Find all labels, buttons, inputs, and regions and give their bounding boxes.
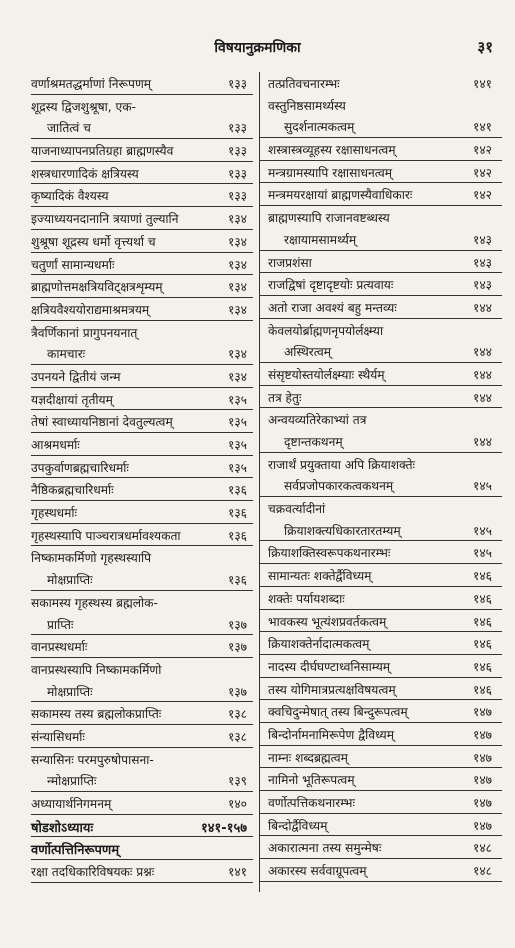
toc-entry-text: भावकस्य भूत्यंशप्रवर्तकत्वम्: [268, 614, 387, 629]
toc-entry-text: उपनयने द्वितीयं जन्म: [31, 369, 121, 384]
toc-entry-page: १३४: [227, 369, 247, 384]
toc-entry-text: उपकुर्वाणब्रह्मचारिधर्माः: [31, 460, 129, 475]
toc-entry: [260, 700, 502, 723]
toc-entry-text: मन्त्रग्रामस्यापि रक्षासाधनत्वम्: [268, 165, 393, 180]
toc-entry: [260, 791, 502, 814]
toc-entry-page: १३५: [227, 460, 247, 475]
toc-entry-text: तत्र हेतुः: [268, 390, 302, 405]
toc-entry: [260, 340, 502, 363]
toc-entry: [260, 655, 502, 678]
toc-entry-page: १३८: [227, 729, 247, 744]
toc-entry-text: अतो राजा अवश्यं बहु मन्तव्यः: [268, 300, 397, 315]
left-column: [31, 72, 253, 883]
toc-entry-text: वानप्रस्थधर्माः: [31, 640, 88, 655]
toc-entry-text: सन्यासिनः परमपुरुषोपासना-: [31, 752, 154, 767]
toc-entry-page: १३४: [227, 257, 247, 272]
toc-entry-text: गृहस्थस्यापि पाञ्चरात्रधर्मावश्यकता: [31, 528, 181, 543]
toc-entry-text: जातित्वं च: [47, 121, 91, 136]
toc-entry-text: अकारस्य सर्ववाग्रूपत्वम्: [268, 864, 367, 879]
toc-entry: [260, 632, 502, 655]
toc-entry-text: क्रियाशक्तिस्वरूपकथनारम्भः: [268, 546, 391, 561]
toc-entry: [260, 723, 502, 746]
toc-entry: [260, 541, 502, 564]
toc-entry-page: १३३: [227, 121, 247, 136]
toc-entry: [260, 587, 502, 610]
toc-entry-page: १३६: [227, 528, 247, 543]
toc-entry-text: क्वचिदुन्मेषात् तस्य बिन्दुरूपत्वम्: [268, 705, 408, 720]
toc-entry-page: १४२: [472, 188, 492, 203]
toc-entry-text: त्रैवर्णिकानां प्रागुपनयनात्: [31, 325, 138, 340]
toc-entry: [260, 183, 502, 206]
toc-entry: [260, 72, 502, 94]
toc-entry: [31, 456, 253, 479]
toc-entry-page: १३४: [227, 234, 247, 249]
toc-entry: [260, 474, 502, 497]
toc-entry: [31, 388, 253, 411]
toc-entry-text: अस्थिरत्वम्: [284, 345, 332, 360]
toc-entry: [31, 748, 253, 770]
toc-entry-page: १४७: [472, 796, 492, 810]
toc-entry-page: १४८: [472, 864, 492, 879]
toc-entry-page: १४७: [472, 750, 492, 765]
toc-entry: [260, 386, 502, 409]
toc-entry: [31, 139, 253, 162]
toc-entry: [31, 207, 253, 230]
toc-entry-page: १४२: [472, 165, 492, 180]
toc-entry: [260, 228, 502, 251]
toc-entry-page: १३५: [227, 392, 247, 407]
toc-entry: [260, 273, 502, 296]
toc-entry-text: मन्त्रमयरक्षायां ब्राह्मणस्यैवाधिकारः: [268, 188, 413, 203]
toc-entry-text: निष्कामकर्मिणो गृहस्थस्यापि: [31, 551, 152, 566]
toc-entry-text: शस्त्रास्त्रव्यूहस्य रक्षासाधनत्वम्: [268, 143, 396, 158]
toc-entry-text: तत्प्रतिवचनारम्भः: [268, 77, 340, 91]
toc-entry-page: १४१: [227, 865, 247, 880]
toc-entry: [260, 836, 502, 859]
toc-entry-text: शुश्रूषा शूद्रस्य धर्मो वृत्त्यर्था च: [31, 234, 156, 249]
toc-entry-text: नैष्ठिकब्रह्मचारिधर्माः: [31, 483, 114, 498]
toc-entry: [31, 635, 253, 658]
toc-entry-page: १३५: [227, 415, 247, 430]
toc-entry: [31, 792, 253, 815]
toc-entry: [31, 365, 253, 388]
toc-entry-text: वर्णोत्पत्तिकथनारम्भः: [268, 796, 355, 810]
toc-entry-page: १४२: [472, 143, 492, 158]
toc-entry-text: रक्षा तदधिकारिविषयकः प्रश्नः: [31, 865, 155, 880]
toc-entry: [31, 702, 253, 725]
toc-entry-text: सकामस्य तस्य ब्रह्मलोकप्राप्तिः: [31, 707, 162, 722]
toc-entry: [31, 478, 253, 501]
toc-entry-text: सकामस्य गृहस्थस्य ब्रह्मलोक-: [31, 595, 158, 610]
toc-entry: [260, 161, 502, 184]
toc-entry-text: सर्वप्रजोपकारकत्वकथनम्: [284, 479, 394, 494]
right-column: [259, 72, 502, 892]
toc-entry-page: १३३: [227, 166, 247, 181]
toc-entry: [260, 519, 502, 542]
toc-entry: [31, 95, 253, 117]
toc-entry: [260, 94, 502, 116]
toc-entry-text: प्राप्तिः: [47, 617, 74, 632]
toc-entry-text: बिन्दोर्नामनामिरूपेण द्वैविध्यम्: [268, 727, 395, 742]
toc-entry-page: १३४: [227, 302, 247, 317]
toc-entry-page: १३४: [227, 212, 247, 227]
toc-entry-page: १३५: [227, 438, 247, 452]
toc-entry-text: षोडशोऽध्यायः: [31, 820, 94, 836]
toc-entry-text: केवलयोर्ब्राह्मणनृपयोर्लक्ष्म्या: [268, 323, 384, 338]
toc-entry-text: राजद्विषां दृष्टादृष्टयोः प्रत्यवायः: [268, 278, 394, 293]
toc-entry: [31, 116, 253, 139]
toc-entry: [260, 408, 502, 430]
toc-entry-text: मोक्षप्राप्तिः: [47, 684, 93, 699]
toc-entry-text: वस्तुनिष्ठसामर्थ्यस्य: [268, 98, 346, 113]
toc-entry-page: १४५: [472, 546, 492, 561]
toc-entry-page: १४४: [472, 300, 492, 315]
toc-entry-text: नाम्नः शब्दब्रह्मत्वम्: [268, 750, 348, 765]
toc-entry: [31, 321, 253, 343]
toc-entry-text: नामिनो भूतिरूपत्वम्: [268, 773, 355, 788]
toc-entry: [31, 769, 253, 792]
toc-entry-text: शक्तेः पर्यायशब्दाः: [268, 591, 345, 606]
toc-entry-page: १३४: [227, 280, 247, 295]
toc-entry-text: वर्णाश्रमतद्धर्माणां निरूपणम्: [31, 77, 152, 91]
toc-entry-page: १४६: [472, 659, 492, 674]
toc-entry-text: कामचारः: [47, 347, 86, 362]
toc-entry-page: १३९: [227, 774, 247, 789]
toc-entry-page: १४१-१५७: [201, 820, 247, 836]
toc-entry-page: १४३: [472, 232, 492, 247]
toc-entry-text: अन्वयव्यतिरेकाभ्यां तत्र: [268, 413, 367, 428]
toc-entry-text: वर्णोत्पत्तिनिरूपणम्: [31, 843, 120, 859]
toc-entry: [260, 814, 502, 837]
toc-entry-text: इज्याध्ययनदानानि त्रयाणां तुल्यानि: [31, 212, 179, 227]
toc-entry: [31, 501, 253, 524]
toc-entry-page: १३७: [227, 684, 247, 699]
toc-entry: [31, 230, 253, 253]
toc-entry: [31, 298, 253, 321]
toc-entry-text: चतुर्णां सामान्यधर्माः: [31, 257, 115, 272]
toc-entry: [31, 837, 253, 860]
toc-entry: [260, 430, 502, 453]
toc-entry-page: १४६: [472, 682, 492, 697]
toc-entry-text: तेषां स्वाध्यायनिष्ठानां देवतुल्यत्वम्: [31, 415, 173, 430]
toc-entry-text: क्रियाशक्तेर्नादात्मकत्वम्: [268, 637, 370, 652]
toc-entry: [260, 746, 502, 769]
toc-entry-page: १४७: [472, 727, 492, 742]
toc-entry-page: १४१: [472, 77, 492, 91]
toc-entry-text: ब्राह्मणोत्तमक्षत्रियविट्क्षत्रशृम्यम्: [31, 280, 163, 295]
toc-entry-text: याजनाध्यापनप्रतिग्रहा ब्राह्मणस्यैव: [31, 144, 174, 159]
toc-entry: [31, 546, 253, 568]
toc-entry-page: १३६: [227, 483, 247, 498]
toc-entry-page: १३८: [227, 707, 247, 722]
toc-entry-text: अकारात्मना तस्य समुन्मेषः: [268, 841, 382, 856]
toc-entry-page: १४५: [472, 523, 492, 538]
toc-entry-text: क्रियाशक्त्यधिकारतारतम्यम्: [284, 523, 401, 538]
toc-entry-text: कृष्यादिकं वैश्यस्य: [31, 189, 109, 204]
toc-entry-text: मोक्षप्राप्तिः: [47, 573, 93, 588]
toc-entry-text: रक्षायामसामर्थ्यम्: [284, 232, 357, 247]
toc-entry-page: १३६: [227, 506, 247, 521]
toc-entry: [31, 524, 253, 547]
toc-entry: [31, 162, 253, 185]
toc-entry-text: अध्यायार्थनिगमनम्: [31, 797, 112, 811]
toc-entry: [31, 410, 253, 433]
toc-entry: [31, 613, 253, 636]
toc-entry: [31, 568, 253, 591]
toc-entry-text: संन्यासिधर्माः: [31, 729, 85, 744]
page-number: ३१: [477, 38, 493, 56]
toc-entry-text: राजार्थं प्रयुक्ताया अपि क्रियाशक्तेः: [268, 457, 415, 472]
toc-entry-text: शस्त्रधारणादिकं क्षत्रियस्य: [31, 166, 139, 181]
toc-entry-page: १४४: [472, 390, 492, 405]
toc-entry: [31, 860, 253, 883]
toc-entry: [260, 206, 502, 228]
toc-entry-text: यज्ञदीक्षायां तृतीयम्: [31, 392, 113, 407]
toc-entry: [31, 342, 253, 365]
toc-entry: [260, 610, 502, 633]
toc-entry-page: १४०: [227, 797, 247, 811]
toc-entry-page: १४३: [472, 278, 492, 293]
toc-entry: [31, 253, 253, 276]
toc-entry-page: १३७: [227, 640, 247, 655]
toc-entry: [260, 678, 502, 701]
toc-entry-page: १४७: [472, 773, 492, 788]
toc-entry: [31, 72, 253, 95]
toc-entry: [260, 497, 502, 519]
toc-entry-text: संसृष्टयोस्तयोर्लक्ष्म्याः स्थैर्यम्: [268, 367, 385, 382]
toc-entry-page: १३३: [227, 144, 247, 159]
toc-entry: [260, 453, 502, 475]
toc-entry-text: राजप्रशंसा: [268, 255, 312, 270]
toc-entry-text: सामान्यतः शक्तेर्द्वैविध्यम्: [268, 569, 372, 584]
toc-entry-page: १३३: [227, 77, 247, 91]
toc-entry-text: दृष्टान्तकथनम्: [284, 435, 343, 449]
toc-entry: [31, 680, 253, 703]
toc-entry-page: १४५: [472, 479, 492, 494]
toc-entry-page: १३६: [227, 573, 247, 588]
toc-entry-text: ब्राह्मणस्यापि राजानवष्टब्धस्य: [268, 211, 390, 226]
toc-entry-page: १४१: [472, 120, 492, 135]
toc-entry: [31, 658, 253, 680]
toc-entry-page: १४४: [472, 367, 492, 382]
toc-entry-page: १४६: [472, 614, 492, 629]
toc-entry-text: चक्रवर्त्यादीनां: [268, 502, 326, 517]
toc-entry-text: नादस्य दीर्घघण्टाध्वनिसाम्यम्: [268, 659, 391, 674]
toc-entry: [260, 768, 502, 791]
toc-entry-text: शूद्रस्य द्विजशुश्रूषा, एक-: [31, 99, 137, 114]
toc-entry: [260, 251, 502, 274]
toc-entry-page: १४४: [472, 345, 492, 360]
toc-entry-text: आश्रमधर्माः: [31, 438, 80, 452]
toc-entry-page: १४७: [472, 705, 492, 720]
toc-entry: [31, 275, 253, 298]
toc-entry: [31, 815, 253, 838]
toc-entry-page: १४४: [472, 435, 492, 449]
toc-entry: [260, 363, 502, 386]
toc-entry-text: क्षत्रियवैश्ययोराद्यमाश्रमत्रयम्: [31, 302, 150, 317]
toc-entry: [260, 319, 502, 341]
toc-entry: [31, 725, 253, 748]
page-title: विषयानुक्रमणिका: [214, 40, 301, 56]
toc-entry: [260, 859, 502, 882]
toc-entry: [31, 591, 253, 613]
toc-entry-page: १३७: [227, 617, 247, 632]
toc-entry-page: १४६: [472, 591, 492, 606]
toc-entry-text: बिन्दोर्द्वैविध्यम्: [268, 818, 328, 833]
toc-entry: [260, 564, 502, 587]
toc-entry-page: १४८: [472, 841, 492, 856]
toc-entry-page: १३३: [227, 189, 247, 204]
toc-entry: [260, 115, 502, 138]
toc-entry-text: सुदर्शनात्मकत्वम्: [284, 120, 355, 135]
toc-entry-text: न्मोक्षप्राप्तिः: [47, 774, 97, 789]
toc-entry-text: गृहस्थधर्माः: [31, 506, 78, 521]
toc-entry: [260, 296, 502, 319]
toc-entry-page: १४६: [472, 637, 492, 652]
toc-entry-page: १३४: [227, 347, 247, 362]
toc-entry-page: १४३: [472, 255, 492, 270]
toc-entry-page: १४७: [472, 818, 492, 833]
toc-entry-text: वानप्रस्थस्यापि निष्कामकर्मिणो: [31, 662, 162, 677]
toc-entry: [31, 184, 253, 207]
toc-entry-text: तस्य योगिमात्रप्रत्यक्षविषयत्वम्: [268, 682, 396, 697]
toc-entry-page: १४६: [472, 569, 492, 584]
toc-entry: [260, 138, 502, 161]
toc-entry: [31, 433, 253, 456]
